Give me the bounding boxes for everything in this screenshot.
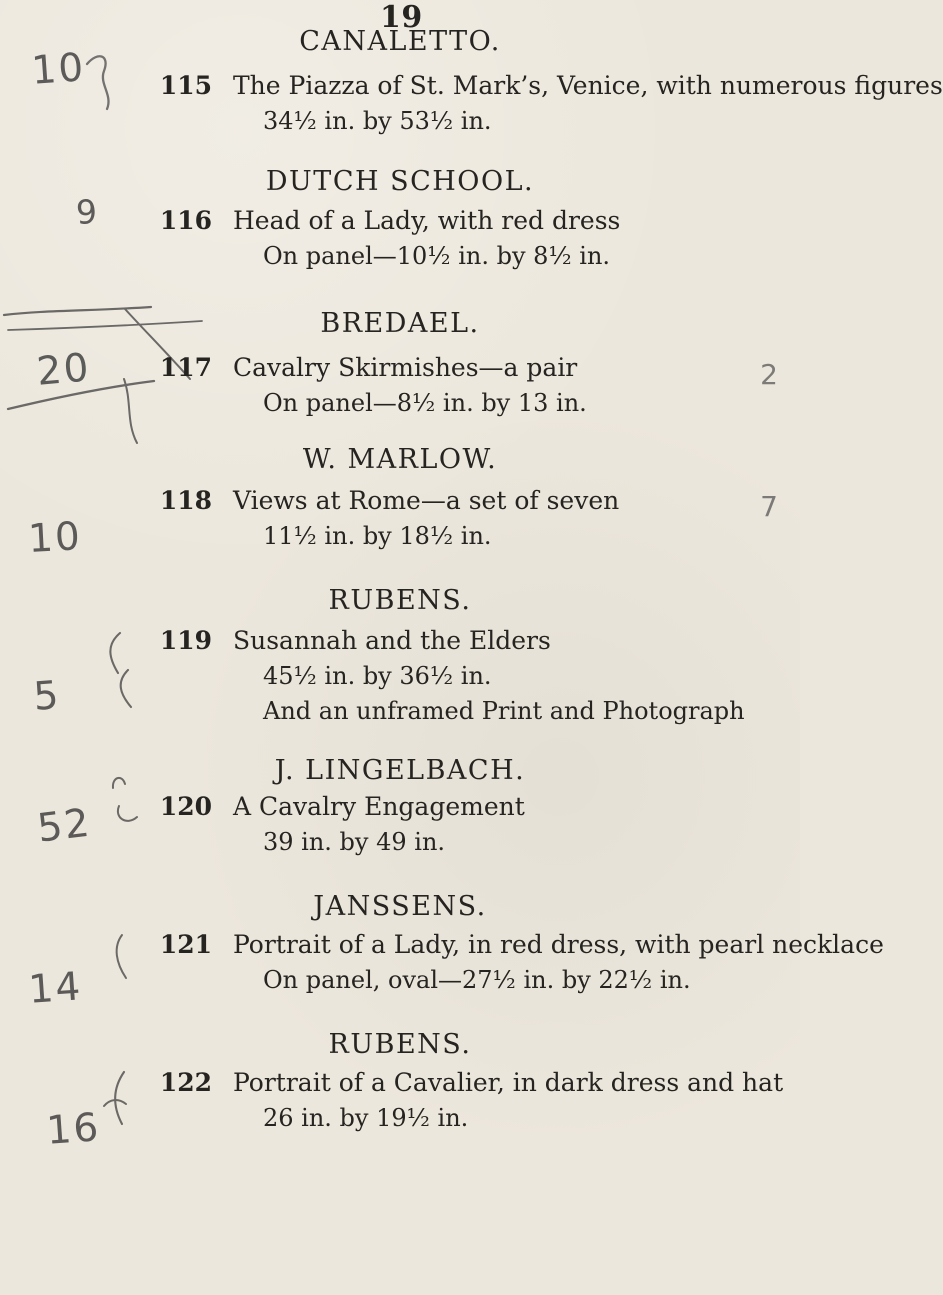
lot-number: 121 <box>159 930 212 959</box>
right-margin-mark: 7 <box>760 490 778 523</box>
section-heading: RUBENS. <box>328 585 472 616</box>
lot-title: Portrait of a Lady, in red dress, with pearl necklace <box>233 930 884 959</box>
section-heading: W. MARLOW. <box>302 444 498 475</box>
lot-number: 115 <box>159 71 212 100</box>
section-heading: J. LINGELBACH. <box>274 755 526 786</box>
right-margin-mark: 2 <box>760 358 778 391</box>
lot-number: 120 <box>159 792 212 821</box>
section-heading: RUBENS. <box>328 1029 472 1060</box>
lot-number: 122 <box>159 1068 212 1097</box>
handwritten-price: 20 <box>35 345 93 395</box>
lot-dimensions: On panel—10½ in. by 8½ in. <box>263 242 611 270</box>
pencil-mark-icon <box>96 625 156 745</box>
lot-dimensions: 45½ in. by 36½ in. <box>263 662 492 690</box>
handwritten-price: 5 <box>32 673 62 720</box>
lot-title: The Piazza of St. Mark’s, Venice, with numerous figures <box>233 71 943 100</box>
lot-number: 118 <box>159 486 212 515</box>
handwritten-price: 14 <box>27 964 84 1013</box>
section-heading: JANSSENS. <box>313 891 487 922</box>
page-number: 19 <box>380 0 423 35</box>
section-heading: DUTCH SCHOOL. <box>265 166 535 197</box>
lot-dimensions: 39 in. by 49 in. <box>263 828 446 856</box>
handwritten-price: 52 <box>35 800 94 852</box>
lot-dimensions: 26 in. by 19½ in. <box>263 1104 469 1132</box>
lot-number: 119 <box>159 626 212 655</box>
lot-title: Portrait of a Cavalier, in dark dress and hat <box>233 1068 784 1097</box>
lot-dimensions: 11½ in. by 18½ in. <box>263 522 492 550</box>
lot-title: A Cavalry Engagement <box>233 792 525 821</box>
handwritten-price: 10 <box>30 45 87 94</box>
lot-title: Views at Rome—a set of seven <box>233 486 620 515</box>
lot-number: 116 <box>159 206 212 235</box>
lot-extra-note: And an unframed Print and Photograph <box>263 697 745 725</box>
handwritten-price: 9 <box>75 191 101 232</box>
pencil-mark-icon <box>104 925 148 1005</box>
handwritten-price: 16 <box>45 1105 102 1154</box>
lot-title: Susannah and the Elders <box>233 626 551 655</box>
lot-title: Cavalry Skirmishes—a pair <box>233 353 578 382</box>
section-heading: CANALETTO. <box>299 26 501 57</box>
lot-dimensions: 34½ in. by 53½ in. <box>263 107 492 135</box>
lot-title: Head of a Lady, with red dress <box>233 206 621 235</box>
handwritten-price: 10 <box>27 514 83 562</box>
lot-dimensions: On panel—8½ in. by 13 in. <box>263 389 587 417</box>
lot-dimensions: On panel, oval—27½ in. by 22½ in. <box>263 966 691 994</box>
pencil-mark-icon <box>76 45 128 135</box>
lot-number: 117 <box>159 353 212 382</box>
section-heading: BREDAEL. <box>320 308 480 339</box>
